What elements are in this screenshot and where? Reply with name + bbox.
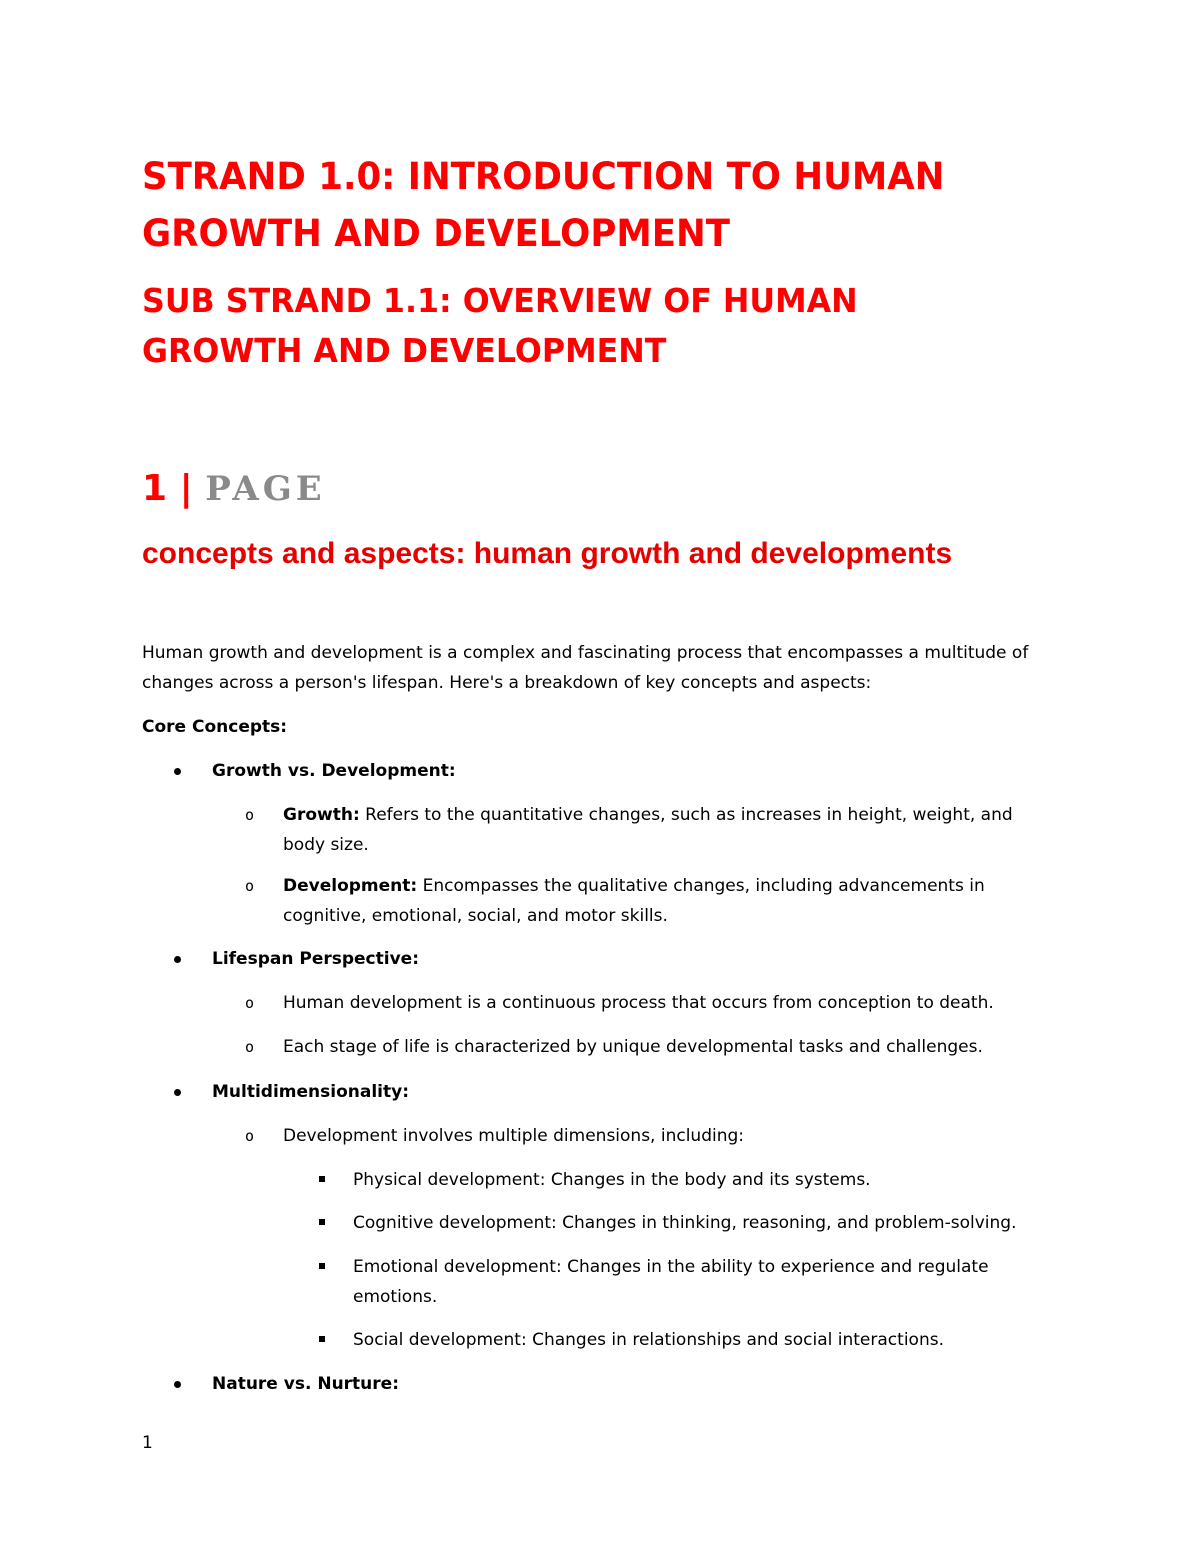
circle-bullet-icon: o [245,877,255,895]
sub-sub-bullet-text: Cognitive development: Changes in thinking, reasoning, and problem-solving. [353,1213,1017,1233]
sub-sub-bullet-emotional [353,1252,1053,1312]
circle-bullet-icon: o [245,1038,255,1056]
bullet-nature-vs-nurture [212,1369,399,1399]
sub-bullet-growth [245,800,1043,860]
sub-sub-bullet-text: Emotional development: Changes in the ability to experience and regulate emotions. [353,1257,989,1307]
bullet-lifespan-perspective [212,944,419,974]
circle-bullet-icon: o [245,1127,255,1145]
circle-bullet-icon: o [245,994,255,1012]
square-bullet-icon [319,1176,325,1182]
bullet-multidimensionality [212,1077,409,1107]
square-bullet-icon [319,1219,325,1225]
bullet-label: Growth vs. Development: [212,761,456,781]
bullet-label: Nature vs. Nurture: [212,1374,399,1394]
sub-sub-bullet-text: Physical development: Changes in the body and its systems. [353,1170,871,1190]
sub-bullet-text: Development involves multiple dimensions, including: [283,1126,745,1146]
square-bullet-icon [319,1336,325,1342]
sub-bullet-dimensions [245,1121,1043,1151]
bullet-dot-icon [174,1089,181,1096]
intro-paragraph: Human growth and development is a complex and fascinating process that encompasses a multitude of changes across a person's lifespan. Here's a breakdown of key concepts and aspects: [142,643,1029,693]
bullet-dot-icon [174,1381,181,1388]
growth-definition: Refers to the quantitative changes, such as increases in height, weight, and body size. [283,805,1013,855]
circle-bullet-icon: o [245,806,255,824]
strand-title: STRAND 1.0: INTRODUCTION TO HUMAN GROWTH AND DEVELOPMENT [142,155,945,255]
sub-bullet-lifespan-2 [245,1032,1043,1062]
bullet-dot-icon [174,768,181,775]
sub-bullet-lifespan-1 [245,988,1043,1018]
square-bullet-icon [319,1263,325,1269]
sub-bullet-text: Each stage of life is characterized by unique developmental tasks and challenges. [283,1037,983,1057]
sub-sub-bullet-cognitive [353,1208,1053,1238]
section-heading: concepts and aspects: human growth and developments [142,537,953,570]
bullet-growth-vs-development [212,756,456,786]
sub-strand-title: SUB STRAND 1.1: OVERVIEW OF HUMAN GROWTH AND DEVELOPMENT [142,281,858,370]
sub-sub-bullet-social [353,1325,1053,1355]
sub-sub-bullet-physical [353,1165,1053,1195]
page-marker [142,466,326,512]
sub-sub-bullet-text: Social development: Changes in relationships and social interactions. [353,1330,944,1350]
term-development: Development: [283,876,418,896]
core-concepts-label: Core Concepts: [142,717,288,737]
sub-bullet-text: Human development is a continuous process that occurs from conception to death. [283,993,994,1013]
sub-bullet-development [245,871,1043,931]
footer-page-number: 1 [142,1433,153,1453]
term-growth: Growth: [283,805,360,825]
page-marker-word: PAGE [205,469,326,509]
bullet-dot-icon [174,956,181,963]
bullet-label: Lifespan Perspective: [212,949,419,969]
development-definition: Encompasses the qualitative changes, including advancements in cognitive, emotional, social, and motor skills. [283,876,985,926]
page-marker-number: 1 | [142,468,193,509]
bullet-label: Multidimensionality: [212,1082,410,1102]
